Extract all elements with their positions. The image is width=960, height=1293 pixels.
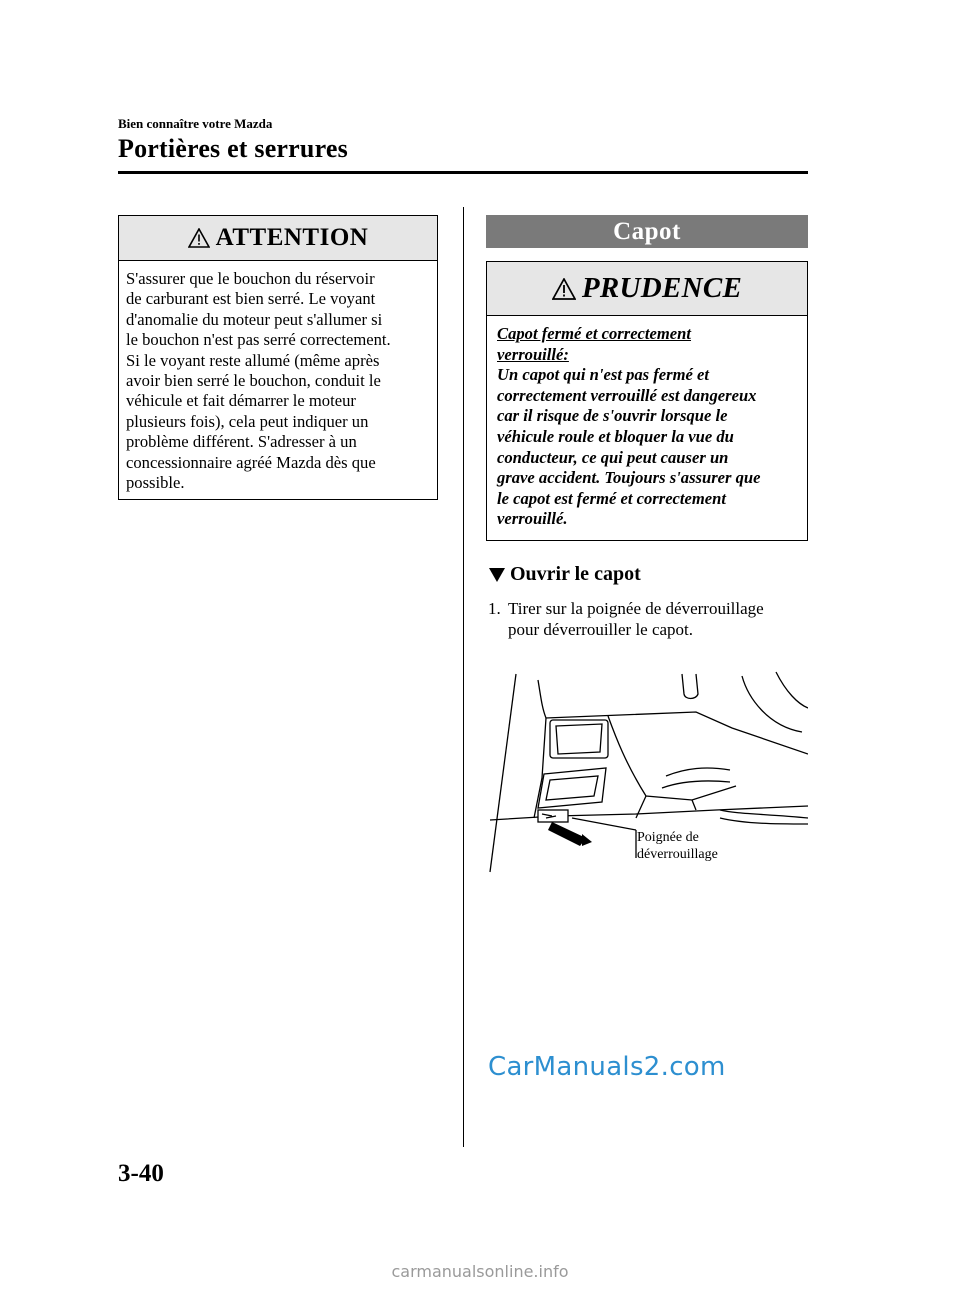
prudence-line: correctement verrouillé est dangereux	[497, 385, 757, 405]
attention-title: ATTENTION	[215, 224, 369, 251]
attention-line: S'assurer que le bouchon du réservoir	[126, 269, 375, 288]
prudence-heading-line: Capot fermé et correctement	[497, 324, 692, 343]
step-1	[488, 598, 764, 640]
header-rule	[118, 171, 808, 174]
prudence-line: véhicule roule et bloquer la vue du	[497, 426, 734, 446]
watermark-logo: CarManuals2.com	[488, 1052, 726, 1082]
step-number: 1.	[488, 599, 501, 618]
page-number: 3-40	[118, 1160, 164, 1187]
prudence-title: PRUDENCE	[581, 272, 743, 304]
callout-label	[637, 829, 718, 863]
footer-watermark: carmanualsonline.info	[391, 1262, 569, 1281]
attention-line: Si le voyant reste allumé (même après	[126, 350, 380, 370]
triangle-down-icon	[488, 567, 506, 583]
warning-triangle-icon	[188, 228, 210, 248]
prudence-box	[486, 261, 808, 541]
prudence-header	[487, 262, 807, 316]
attention-text	[119, 261, 437, 493]
attention-line: problème différent. S'adresser à un	[126, 432, 357, 452]
prudence-line: conducteur, ce qui peut causer un	[497, 447, 729, 467]
attention-line: le bouchon n'est pas serré correctement.	[126, 330, 391, 350]
prudence-heading-line: verrouillé:	[497, 344, 569, 364]
attention-line: d'anomalie du moteur peut s'allumer si	[126, 309, 383, 329]
attention-box	[118, 215, 438, 500]
subsection-title: Ouvrir le capot	[510, 563, 641, 585]
capot-section-banner: Capot	[486, 215, 808, 248]
page-title: Portières et serrures	[118, 134, 348, 163]
prudence-text	[487, 316, 807, 530]
prudence-line: le capot est fermé et correctement	[497, 488, 727, 508]
attention-line: concessionnaire agréé Mazda dès que	[126, 452, 376, 472]
attention-line: de carburant est bien serré. Le voyant	[126, 289, 376, 309]
prudence-line: verrouillé.	[497, 509, 568, 529]
attention-line: possible.	[126, 473, 185, 493]
callout-line: Poignée de	[637, 830, 699, 845]
column-divider	[463, 207, 464, 1147]
attention-line: avoir bien serré le bouchon, conduit le	[126, 371, 381, 391]
attention-line: plusieurs fois), cela peut indiquer un	[126, 411, 369, 431]
attention-header	[119, 216, 437, 261]
prudence-line: Un capot qui n'est pas fermé et	[497, 365, 710, 385]
step-line: Tirer sur la poignée de déverrouillage	[508, 599, 764, 618]
callout-line: déverrouillage	[637, 847, 718, 862]
prudence-line: grave accident. Toujours s'assurer que	[497, 468, 761, 488]
step-line: pour déverrouiller le capot.	[508, 620, 694, 639]
section-label: Bien connaître votre Mazda	[118, 116, 273, 131]
warning-triangle-icon	[552, 278, 576, 300]
subsection-heading	[488, 563, 641, 586]
attention-line: véhicule et fait démarrer le moteur	[126, 391, 356, 411]
prudence-line: car il risque de s'ouvrir lorsque le	[497, 406, 728, 426]
